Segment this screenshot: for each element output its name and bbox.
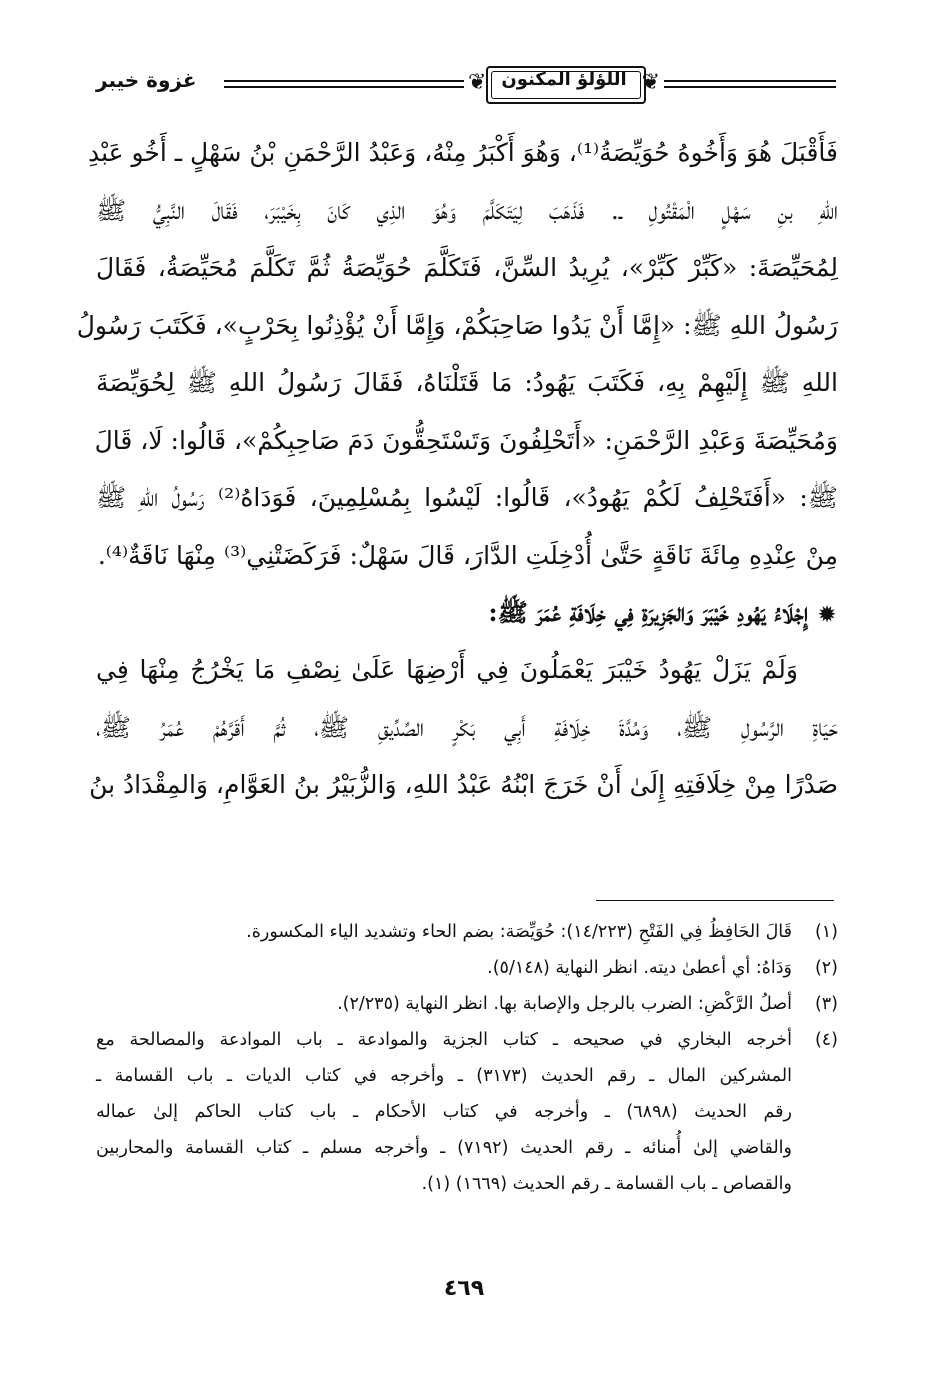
section-heading-text: إِجْلَاءُ يَهُودِ خَيْبَرَ وَالجَزِيرَةِ فِي خِلَافَةِ عُمَرَ ﷺ:	[488, 598, 808, 627]
text-line: وَلَمْ يَزَلْ يَهُودُ خَيْبَرَ يَعْمَلُونَ فِي أَرْضِهَا عَلَىٰ نِصْفِ مَا يَخْرُجُ مِنْهَا فِي	[96, 655, 798, 684]
header-rule-left	[224, 80, 464, 88]
text-line: مِنْ عِنْدِهِ مِائَةَ نَاقَةٍ حَتَّىٰ أُدْخِلَتِ الدَّارَ، قَالَ سَهْلٌ: فَرَكَضَتْنِي⁽³⁾ مِنْهَا نَاقَةٌ⁽⁴⁾.	[97, 540, 838, 570]
footnote-line: قَالَ الحَافِظُ فِي الفَتْحِ (١٤/٢٢٣): حُوَيِّصَة: بضم الحاء وتشديد الياء المكسورة.	[246, 922, 792, 942]
text-line: اللهِ ﷺ إِلَيْهِمْ بِهِ، فَكَتَبَ يَهُودُ: مَا قَتَلْنَاهُ، فَقَالَ رَسُولُ اللهِ ﷺ لِحُوَيِّصَةَ	[96, 368, 838, 397]
text-line: فَأَقْبَلَ هُوَ وَأَخُوهُ حُوَيِّصَةُ⁽¹⁾، وَهُوَ أَكْبَرُ مِنْهُ، وَعَبْدُ الرَّحْمَنِ بْنُ سَهْلٍ ـ أَخُو عَبْدِ	[87, 138, 838, 167]
footnote	[96, 1022, 838, 1202]
book-title: اللؤلؤ المكنون	[501, 69, 627, 90]
page-number: ٤٦٩	[443, 1276, 485, 1301]
footnote-line: رقم الحديث (٦٨٩٨) ـ وأخرجه في كتاب الأحكام ـ باب كتاب الحاكم إلىٰ عماله	[96, 1102, 792, 1122]
footnote-line: والقصاص ـ باب القسامة ـ رقم الحديث (١٦٦٩) (١).	[421, 1174, 792, 1194]
header-rule-right	[664, 80, 836, 88]
footnote	[96, 986, 838, 1022]
ornament-icon: ❦	[468, 70, 487, 95]
book-title-emblem	[468, 56, 660, 110]
text-line: وَمُحَيِّصَةَ وَعَبْدِ الرَّحْمَنِ: «أَتَحْلِفُونَ وَتَسْتَحِقُّونَ دَمَ صَاحِبِكُمْ»، قَالُوا: لَا، قَالَ	[94, 425, 838, 455]
ornament-icon: ❦	[641, 70, 660, 95]
section-heading	[96, 584, 838, 641]
text-line: اللهِ بنِ سَهْلٍ الْمَقْتُولِ ـ. فَذَهَبَ لِيَتَكَلَّمَ وَهُوَ الذِي كَانَ بِخَيْبَرَ، فَقَالَ النَّبِيُّ ﷺ	[96, 195, 838, 225]
footnote-divider	[596, 900, 834, 901]
text-line: ﷺ: «أَفَتَحْلِفُ لَكُمْ يَهُودُ»، قَالُوا: لَيْسُوا بِمُسْلِمِينَ، فَوَدَاهُ⁽²⁾ رَسُولُ اللهِ ﷺ	[96, 483, 838, 512]
text-line: لِمُحَيِّصَةَ: «كَبِّرْ كَبِّرْ»، يُرِيدُ السِّنَّ، فَتَكَلَّمَ حُوَيِّصَةُ ثُمَّ تَكَلَّمَ مُحَيِّصَةُ، فَقَالَ	[96, 253, 838, 282]
footnote-number: (٣)	[814, 994, 838, 1014]
footnote-number: (١)	[814, 922, 838, 942]
flower-bullet-icon: ✹	[818, 602, 836, 626]
footnotes	[96, 914, 838, 1202]
footnote-line: أخرجه البخاري في صحيحه ـ كتاب الجزية والموادعة ـ باب الموادعة والمصالحة مع	[96, 1030, 792, 1050]
footnote	[96, 914, 838, 950]
footnote-line: والقاضي إلىٰ أُمنائه ـ رقم الحديث (٧١٩٢) ـ وأخرجه مسلم ـ كتاب القسامة والمحاربين	[96, 1138, 792, 1158]
footnote-number: (٢)	[814, 958, 838, 978]
chapter-title: غزوة خيبر	[96, 68, 197, 92]
footnote-number: (٤)	[814, 1030, 838, 1050]
text-line: صَدْرًا مِنْ خِلَافَتِهِ إِلَىٰ أَنْ خَرَجَ ابْنُهُ عَبْدُ اللهِ، وَالزُّبَيْرُ بنُ العَوَّامِ، وَالمِقْدَادُ بنُ	[89, 770, 838, 799]
footnote-line: أصلُ الرَّكْضِ: الضرب بالرجل والإصابة بها. انظر النهاية (٢/٢٣٥).	[337, 994, 792, 1014]
main-text	[76, 124, 838, 814]
footnote	[96, 950, 838, 986]
footnote-line: وَدَاهُ: أي أعطىٰ ديته. انظر النهاية (٥/١٤٨).	[487, 958, 792, 978]
text-line: رَسُولُ اللهِ ﷺ: «إِمَّا أَنْ يَدُوا صَاحِبَكُمْ، وَإِمَّا أَنْ يُؤْذِنُوا بِحَرْبٍ»، فَكَتَبَ رَسُولُ	[76, 310, 838, 340]
page-header	[96, 56, 836, 116]
text-line: حَيَاةِ الرَّسُولِ ﷺ، وَمُدَّةَ خِلَافَةِ أَبِي بَكْرٍ الصِّدِّيقِ ﷺ، ثُمَّ أَقَرَّهُمْ عُمَرُ ﷺ،	[96, 712, 838, 742]
footnote-line: المشركين المال ـ رقم الحديث (٣١٧٣) ـ وأخرجه في كتاب الديات ـ باب القسامة ـ	[96, 1066, 792, 1086]
